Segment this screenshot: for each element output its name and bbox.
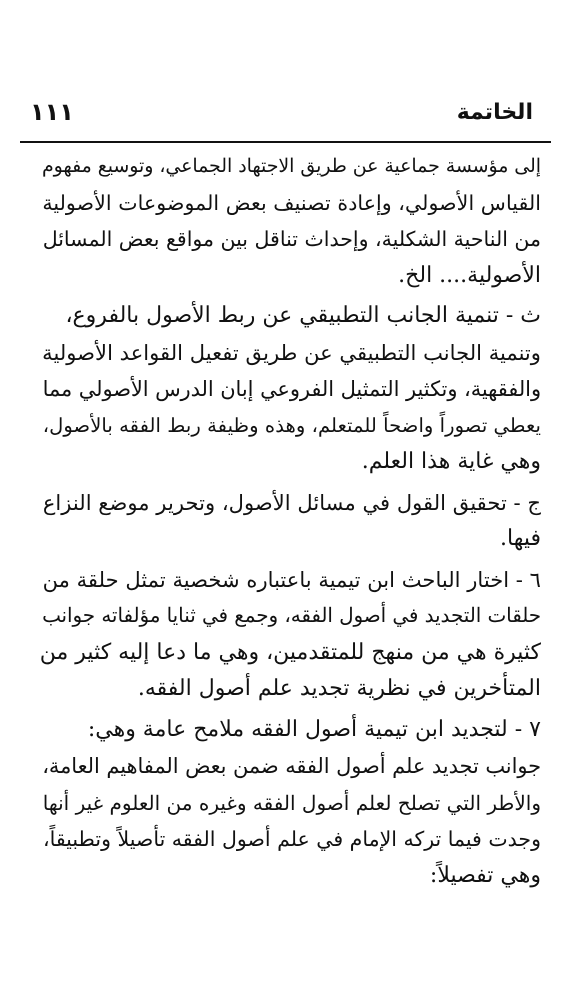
- paragraph-3: [37, 485, 541, 558]
- text-line: كثيرة هي من منهج للمتقدمين، وهي ما دعا إليه كثير من: [39, 639, 541, 665]
- text-line: ث - تنمية الجانب التطبيقي عن ربط الأصول بالفروع،: [65, 303, 541, 328]
- page-header: [20, 98, 551, 138]
- chapter-title: الخاتمة: [456, 100, 533, 125]
- text-line: من الناحية الشكلية، وإحداث تناقل بين مواقع بعض المسائل: [42, 227, 541, 251]
- paragraph-1: [37, 148, 541, 294]
- text-line: فيها.: [500, 526, 541, 551]
- text-line: حلقات التجديد في أصول الفقه، وجمع في ثنايا مؤلفاته جوانب: [42, 604, 541, 627]
- text-line: المتأخرين في نظرية تجديد علم أصول الفقه.: [137, 676, 541, 701]
- text-line: ٦ - اختار الباحث ابن تيمية باعتباره شخصية تمثل حلقة من: [42, 566, 541, 592]
- header-divider: [20, 141, 551, 143]
- page-number: ١١١: [30, 98, 74, 126]
- text-line: جوانب تجديد علم أصول الفقه ضمن بعض المفاهيم العامة،: [42, 754, 541, 778]
- text-line: القياس الأصولي، وإعادة تصنيف بعض الموضوعات الأصولية: [42, 190, 541, 215]
- text-line: يعطي تصوراً واضحاً للمتعلم، وهذه وظيفة ربط الفقه بالأصول،: [42, 413, 541, 437]
- text-line: إلى مؤسسة جماعية عن طريق الاجتهاد الجماعي، وتوسيع مفهوم: [41, 155, 541, 177]
- body-text: [37, 148, 541, 898]
- text-line: وهي غاية هذا العلم.: [361, 449, 541, 474]
- text-line: والفقهية، وتكثير التمثيل الفروعي إبان الدرس الأصولي مما: [42, 377, 541, 401]
- text-line: وجدت فيما تركه الإمام في علم أصول الفقه تأصيلاً وتطبيقاً،: [42, 827, 541, 851]
- paragraph-4: [37, 562, 541, 708]
- paragraph-2: [37, 298, 541, 481]
- text-line: وهي تفصيلاً:: [429, 862, 541, 888]
- text-line: والأطر التي تصلح لعلم أصول الفقه وغيره من العلوم غير أنها: [42, 790, 541, 815]
- text-line: ج - تحقيق القول في مسائل الأصول، وتحرير موضع النزاع: [42, 489, 541, 515]
- text-line: الأصولية.... الخ.: [398, 262, 541, 288]
- paragraph-5: [37, 712, 541, 895]
- text-line: ٧ - لتجديد ابن تيمية أصول الفقه ملامح عامة وهي:: [87, 716, 541, 742]
- text-line: وتنمية الجانب التطبيقي عن طريق تفعيل القواعد الأصولية: [42, 339, 541, 365]
